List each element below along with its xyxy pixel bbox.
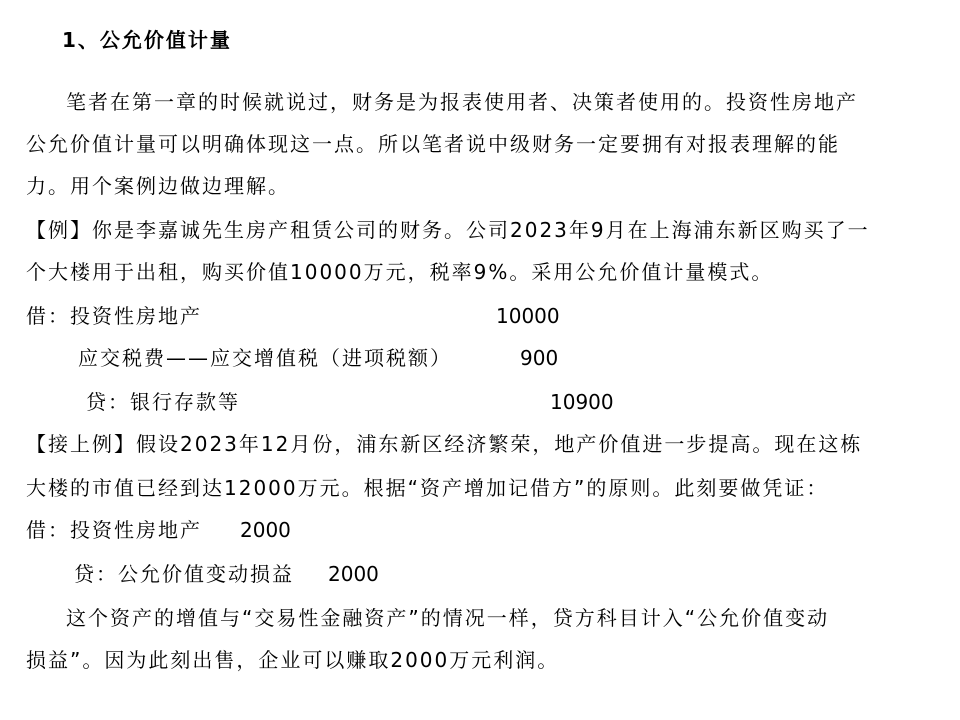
- entry2-credit-amount: 2000: [328, 562, 379, 586]
- followup-line-1: 【接上例】假设2023年12月份，浦东新区经济繁荣，地产价值进一步提高。现在这栋: [26, 432, 863, 456]
- intro-line-1: 笔者在第一章的时候就说过，财务是为报表使用者、决策者使用的。投资性房地产: [66, 90, 858, 114]
- conclusion-line-1: 这个资产的增值与“交易性金融资产”的情况一样，贷方科目计入“公允价值变动: [66, 606, 830, 630]
- entry1-tax-label: 应交税费——应交增值税（进项税额）: [78, 346, 452, 370]
- entry2-debit-amount: 2000: [240, 518, 291, 542]
- entry1-debit-label: 借：投资性房地产: [26, 304, 202, 328]
- example-line-2: 个大楼用于出租，购买价值10000万元，税率9%。采用公允价值计量模式。: [26, 260, 774, 284]
- entry1-credit-label: 贷：银行存款等: [86, 390, 240, 414]
- followup-line-2: 大楼的市值已经到达12000万元。根据“资产增加记借方”的原则。此刻要做凭证：: [26, 476, 829, 500]
- intro-line-3: 力。用个案例边做边理解。: [26, 174, 290, 198]
- entry1-tax-amount: 900: [520, 346, 559, 370]
- example-line-1: 【例】你是李嘉诚先生房产租赁公司的财务。公司2023年9月在上海浦东新区购买了一: [26, 218, 870, 242]
- entry2-credit-label: 贷：公允价值变动损益: [74, 562, 294, 586]
- intro-line-2: 公允价值计量可以明确体现这一点。所以笔者说中级财务一定要拥有对报表理解的能: [26, 132, 840, 156]
- section-heading: 1、公允价值计量: [62, 28, 232, 52]
- entry2-debit-label: 借：投资性房地产: [26, 518, 202, 542]
- conclusion-line-2: 损益”。因为此刻出售，企业可以赚取2000万元利润。: [26, 648, 560, 672]
- entry1-credit-amount: 10900: [550, 390, 614, 414]
- entry1-debit-amount: 10000: [496, 304, 560, 328]
